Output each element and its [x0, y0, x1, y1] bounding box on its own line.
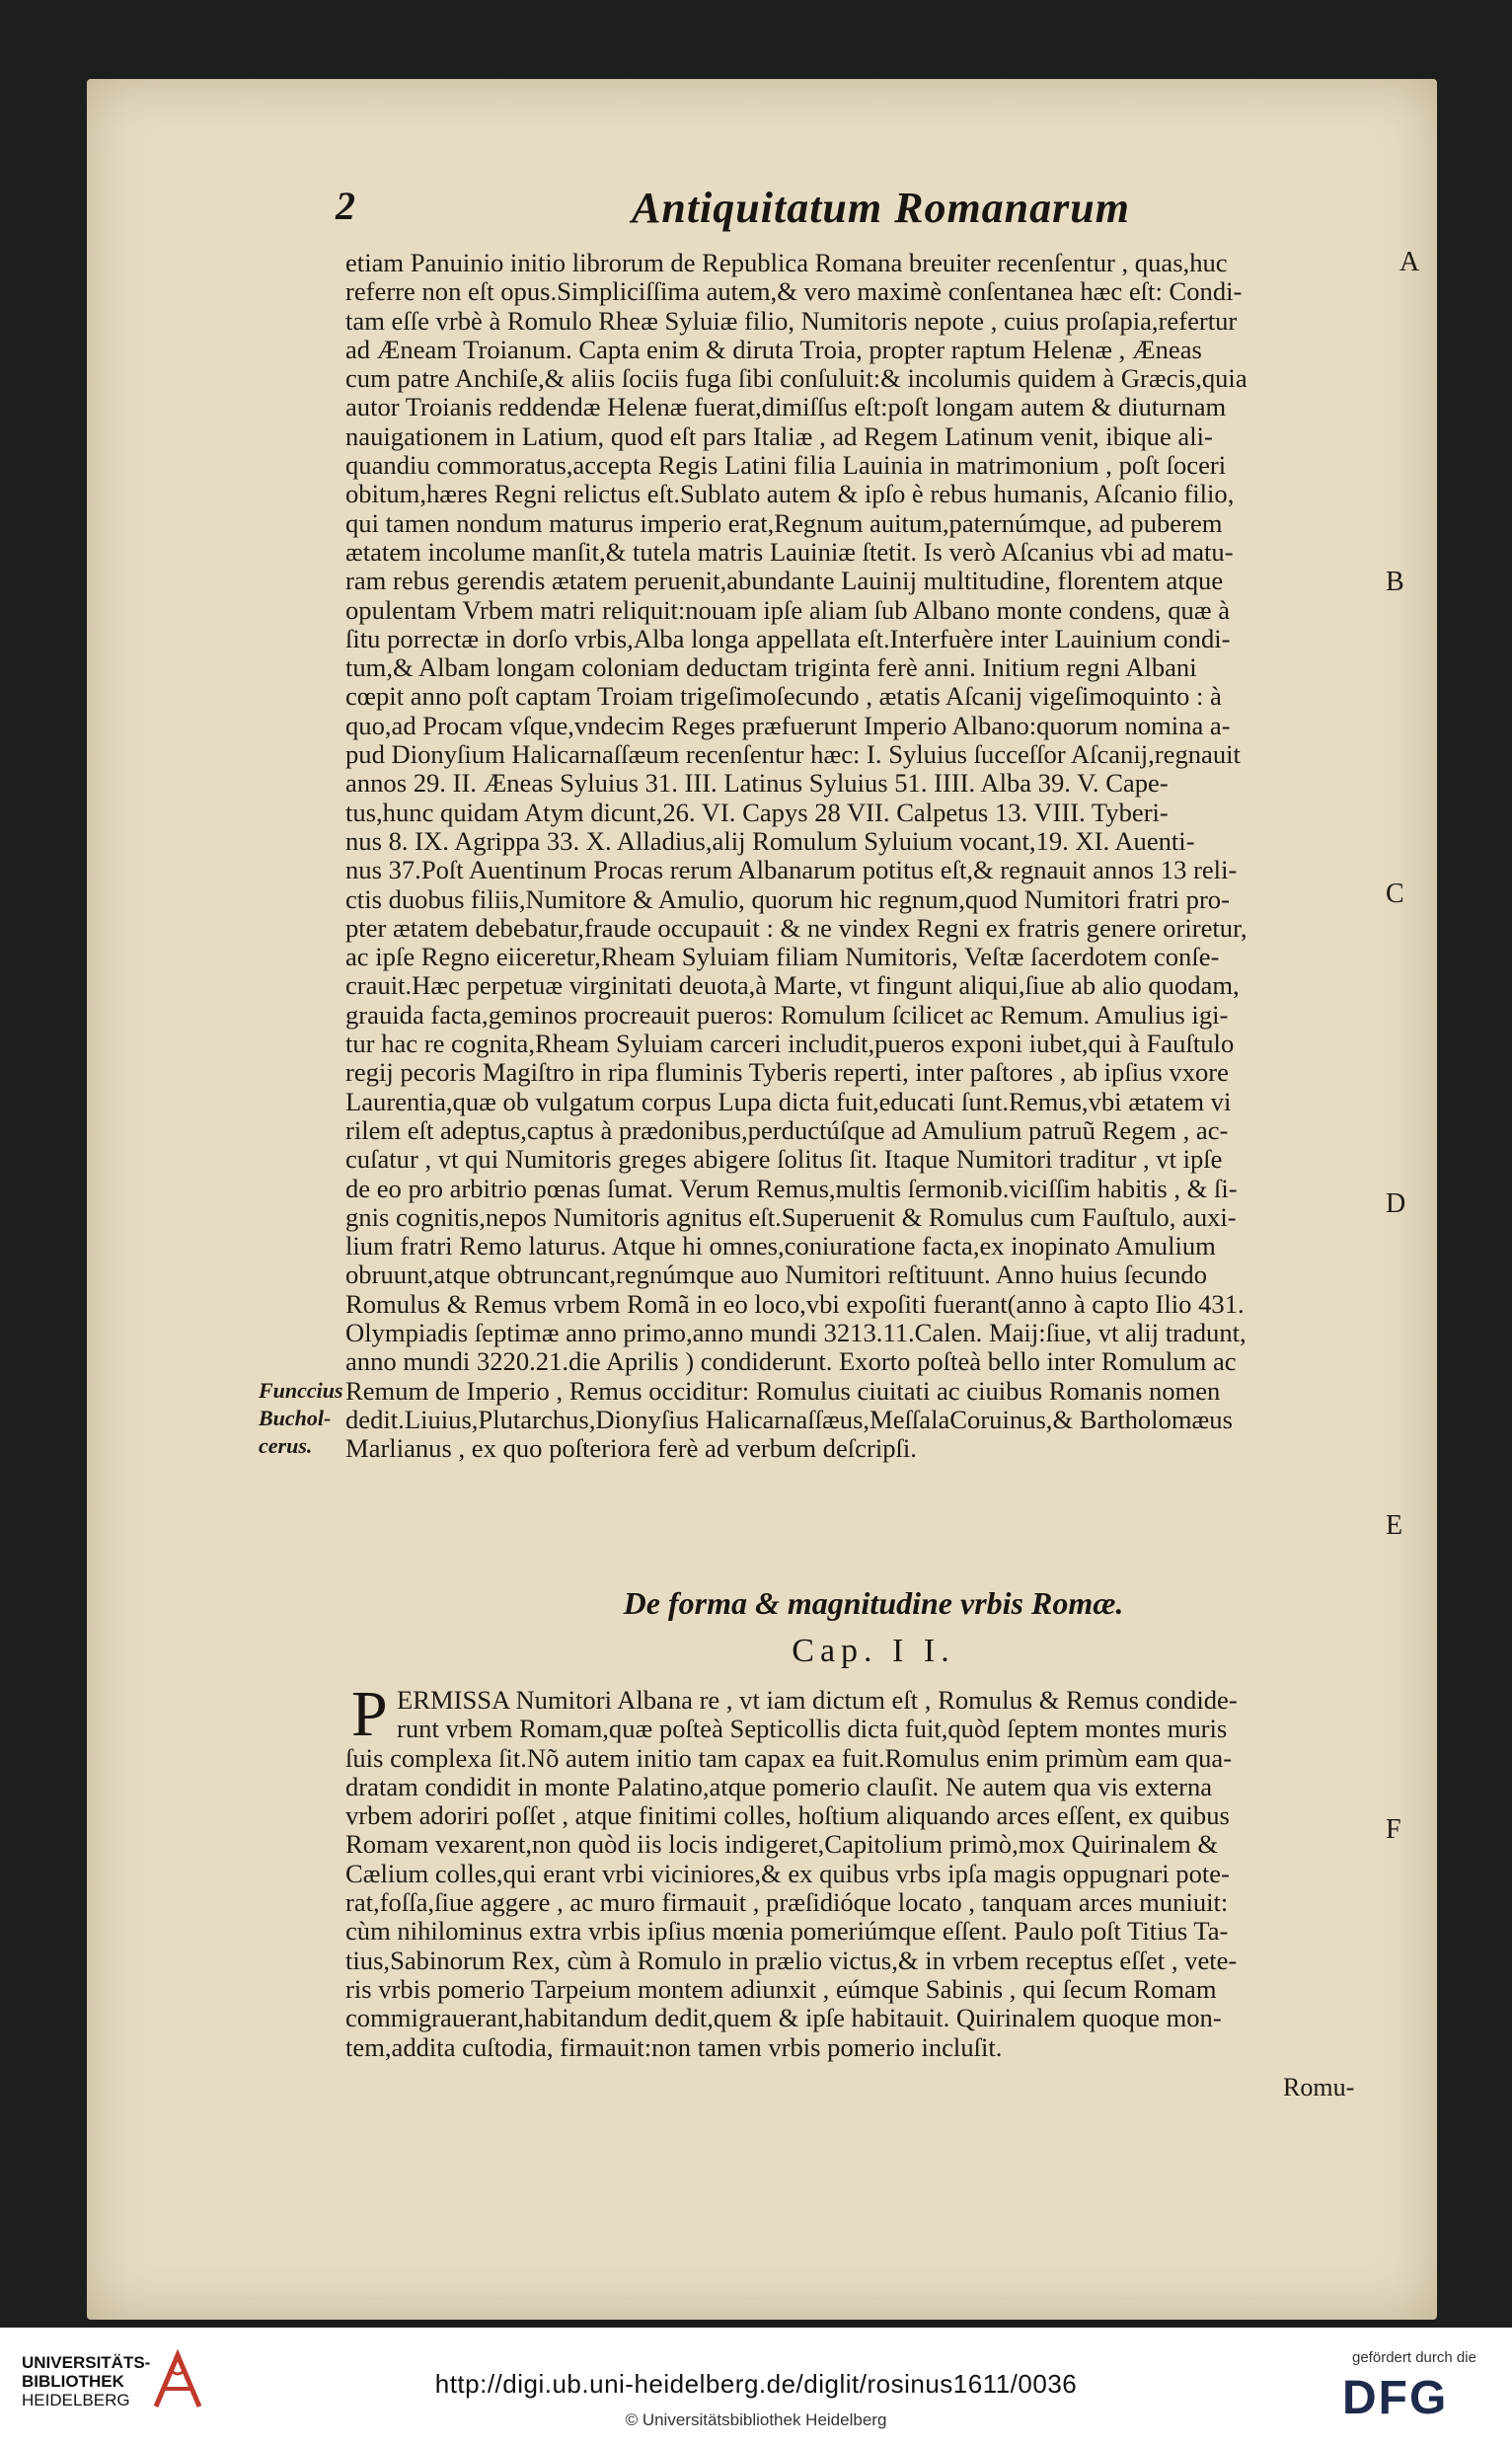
margin-letter-f: F	[1386, 1814, 1401, 1845]
margin-letter-a: A	[1399, 247, 1420, 277]
text-line: vrbem adoriri poſſet , atque finitimi colles, hoſtium aliquando arces eſſent, ex quibus	[345, 1800, 1230, 1831]
margin-note-line: Buchol-	[259, 1406, 332, 1430]
text-line: cuſatur , vt qui Numitoris greges abigere ſolitus ſit. Itaque Numitori traditur , vt ipſe	[345, 1144, 1223, 1175]
text-line: cœpit anno poſt captam Troiam trigeſimoſecundo , ætatis Aſcanij vigeſimoquinto : à	[345, 681, 1222, 712]
library-name-line: BIBLIOTHEK	[22, 2372, 124, 2391]
margin-letter-b: B	[1386, 567, 1404, 597]
text-line: pud Dionyſium Halicarnaſſæum recenſentur hæc: I. Syluius ſucceſſor Aſcanij,regnauit	[345, 739, 1241, 770]
text-line: lium fratri Remo laturus. Atque hi omnes,coniuratione facta,ex inopinato Amulium	[345, 1231, 1216, 1261]
margin-note-line: cerus.	[259, 1433, 313, 1458]
text-line: de eo pro arbitrio pœnas ſumat. Verum Remus,multis ſermonib.viciſſim habitis , & ſi-	[345, 1173, 1238, 1203]
permalink-url[interactable]: http://digi.ub.uni-heidelberg.de/diglit/rosinus1611/0036	[434, 2369, 1078, 2399]
text-line: tam eſſe vrbè à Romulo Rheæ Syluiæ filio, Numitoris nepote , cuius proſapia,refertur	[345, 305, 1238, 336]
chapter-title: De forma & magnitudine vrbis Romæ.	[623, 1585, 1124, 1621]
text-line: rat,foſſa,ſiue aggere , ac muro firmauit , præſidióque locato , tanquam arces muniuit:	[345, 1887, 1229, 1918]
text-line: qui tamen nondum maturus imperio erat,Regnum auitum,paternúmque, ad puberem	[345, 507, 1223, 538]
catchword: Romu-	[1283, 2073, 1355, 2102]
dfg-logo: DFG	[1342, 2372, 1449, 2424]
chapter-text	[345, 1686, 1401, 2062]
text-line: rilem eſt adeptus,captus à prædonibus,perductúſque ad Amulium patruũ Regem , ac-	[345, 1114, 1229, 1145]
text-line: ctis duobus filiis,Numitore & Amulio, quorum hic regnum,quod Numitori fratri pro-	[345, 883, 1230, 914]
library-name-line: HEIDELBERG	[22, 2391, 130, 2409]
text-line: tius,Sabinorum Rex, cùm à Romulo in prælio victus,& in vrbem receptus eſſet , vete-	[345, 1945, 1238, 1975]
text-line: dratam condidit in monte Palatino,atque pomerio clauſit. Ne autem qua vis externa	[345, 1771, 1213, 1801]
text-line: Marlianus , ex quo poſteriora ferè ad verbum deſcripſi.	[345, 1433, 917, 1464]
text-line: etiam Panuinio initio librorum de Republica Romana breuiter recenſentur , quas,huc	[345, 248, 1228, 277]
text-line: ſitu porrectæ in dorſo vrbis,Alba longa appellata eſt.Interfuère inter Lauinium condi-	[345, 623, 1231, 653]
text-line: annos 29. II. Æneas Syluius 31. III. Latinus Syluius 51. IIII. Alba 39. V. Cape-	[345, 768, 1169, 799]
text-line: ris vrbis pomerio Tarpeium montem adiunxit , eúmque Sabinis , qui ſecum Romam	[345, 1973, 1217, 2004]
chapter-number: Cap. I I.	[792, 1633, 955, 1669]
margin-note-line: Funccius	[259, 1378, 343, 1403]
text-line: pter ætatem debebatur,fraude occupauit : & ne vindex Regni ex fratris genere oriretur,	[345, 912, 1247, 943]
text-line: ad Æneam Troianum. Capta enim & diruta Troia, propter raptum Helenæ , Æneas	[345, 334, 1202, 364]
text-line: Romulus & Remus vrbem Romã in eo loco,vbi expoſiti fuerant(anno à capto Ilio 431.	[345, 1288, 1245, 1319]
margin-letter-d: D	[1386, 1188, 1406, 1219]
text-line: tem,addita cuſtodia, firmauit:non tamen vrbis pomerio incluſit.	[345, 2031, 1003, 2062]
text-line: opulentam Vrbem matri reliquit:nouam ipſe aliam ſub Albano monte condens, quæ à	[345, 594, 1231, 625]
text-line: tus,hunc quidam Atym dicunt,26. VI. Capys 28 VII. Calpetus 13. VIII. Tyberi-	[345, 797, 1169, 827]
page-number: 2	[336, 184, 355, 228]
text-line: ERMISSA Numitori Albana re , vt iam dictum eſt , Romulus & Remus condide-	[397, 1685, 1238, 1715]
text-line: gnis cognitis,nepos Numitoris agnitus eſt.Superuenit & Romulus cum Fauſtulo, auxi-	[345, 1201, 1237, 1232]
text-line: obruunt,atque obtruncant,regnúmque auo Numitori reſtituunt. Anno huius ſecundo	[345, 1260, 1207, 1290]
text-line: commigrauerant,habitandum dedit,quem & ipſe habitauit. Quirinalem quoque mon-	[345, 2003, 1222, 2033]
margin-note	[259, 1377, 347, 1460]
text-line: Cælium colles,qui erant vrbi viciniores,& ex quibus vrbs ipſa magis oppugnari pote-	[345, 1858, 1230, 1888]
text-line: dedit.Liuius,Plutarchus,Dionyſius Halicarnaſſæus,MeſſalaCoruinus,& Bartholomæus	[345, 1404, 1233, 1434]
text-line: tum,& Albam longam coloniam deductam triginta ferè anni. Initium regni Albani	[345, 652, 1197, 683]
text-line: Romam vexarent,non quòd iis locis indigeret,Capitolium primò,mox Quirinalem &	[345, 1829, 1219, 1860]
text-line: grauida facta,geminos procreauit pueros: Romulum ſcilicet ac Remum. Amulius igi-	[345, 999, 1229, 1030]
page-header	[336, 183, 1224, 242]
text-line: ac ipſe Regno eiiceretur,Rheam Syluiam filiam Numitoris, Veſtæ ſacerdotem conſe-	[345, 942, 1220, 972]
text-line: Laurentia,quæ ob vulgatum corpus Lupa dicta fuit,educati ſunt.Remus,vbi ætatem vi	[345, 1086, 1232, 1116]
funded-by-label: gefördert durch die	[1352, 2349, 1476, 2366]
library-name-line: UNIVERSITÄTS-	[22, 2353, 151, 2372]
text-line: anno mundi 3220.21.die Aprilis ) condiderunt. Exorto poſteà bello inter Romulum ac	[345, 1346, 1237, 1377]
text-line: cùm nihilominus extra vrbis ipſius mœnia pomeriúmque eſſent. Paulo poſt Titius Ta-	[345, 1916, 1229, 1947]
text-line: quo,ad Procam vſque,vndecim Reges præfuerunt Imperio Albano:quorum nomina a-	[345, 710, 1231, 740]
text-line: nauigationem in Latium, quod eſt pars Italiæ , ad Regem Latinum venit, ibique ali-	[345, 420, 1213, 451]
body-text	[345, 249, 1401, 1463]
text-line: ram rebus gerendis ætatem peruenit,abundante Lauinij multitudine, florentem atque	[345, 566, 1224, 596]
text-line: ætatem incolume manſit,& tutela matris Lauiniæ ſtetit. Is verò Aſcanius vbi ad matu-	[345, 536, 1234, 567]
margin-letter-c: C	[1386, 879, 1404, 909]
text-line: Olympiadis ſeptimæ anno primo,anno mundi 3213.11.Calen. Maij:ſiue, vt alij tradunt,	[345, 1317, 1247, 1347]
text-line: referre non eſt opus.Simpliciſſima autem,& vero maximè conſentanea hæc eſt: Condi-	[345, 276, 1243, 307]
text-line: autor Troianis reddendæ Helenæ fuerat,dimiſſus eſt:poſt longam autem & diuturnam	[345, 392, 1227, 422]
drop-cap: P	[351, 1678, 388, 1750]
text-line: regij pecoris Magiſtro in ripa fluminis Tyberis reperti, inter paſtores , ab ipſius vxore	[345, 1057, 1229, 1088]
text-line: crauit.Hæc perpetuæ virginitati deuota,à Marte, vt fingunt aliqui,ſiue ab alio quodam,	[345, 970, 1240, 1001]
text-line: runt vrbem Romam,quæ poſteà Septicollis dicta fuit,quòd ſeptem montes muris	[397, 1714, 1228, 1744]
text-line: quandiu commoratus,accepta Regis Latini filia Lauinia in matrimonium , poſt ſoceri	[345, 450, 1227, 481]
footer-bar	[0, 2328, 1512, 2446]
text-line: tur hac re cognita,Rheam Syluiam carceri includit,pueros exponi iubet,qui à Fauſtulo	[345, 1029, 1235, 1059]
text-line: cum patre Anchiſe,& aliis ſociis fuga ſibi conſuluit:& incolumis quidem à Græcis,quia	[345, 363, 1247, 394]
running-title: Antiquitatum Romanarum	[632, 184, 1130, 232]
copyright-notice: © Universitätsbibliothek Heidelberg	[625, 2410, 887, 2429]
text-line: Remum de Imperio , Remus occiditur: Romulus ciuitati ac ciuibus Romanis nomen	[345, 1375, 1221, 1406]
margin-letter-e: E	[1386, 1510, 1403, 1541]
text-line: nus 8. IX. Agrippa 33. X. Alladius,alij Romulum Syluium vocant,19. XI. Auenti-	[345, 825, 1195, 856]
text-line: nus 37.Poſt Auentinum Procas rerum Albanarum potitus eſt,& regnauit annos 13 reli-	[345, 855, 1238, 885]
text-line: ſuis complexa ſit.Nõ autem initio tam capax ea fuit.Romulus enim primùm eam qua-	[345, 1742, 1233, 1773]
text-line: obitum,hæres Regni relictus eſt.Sublato autem & ipſo è rebus humanis, Aſcanio filio,	[345, 479, 1235, 509]
